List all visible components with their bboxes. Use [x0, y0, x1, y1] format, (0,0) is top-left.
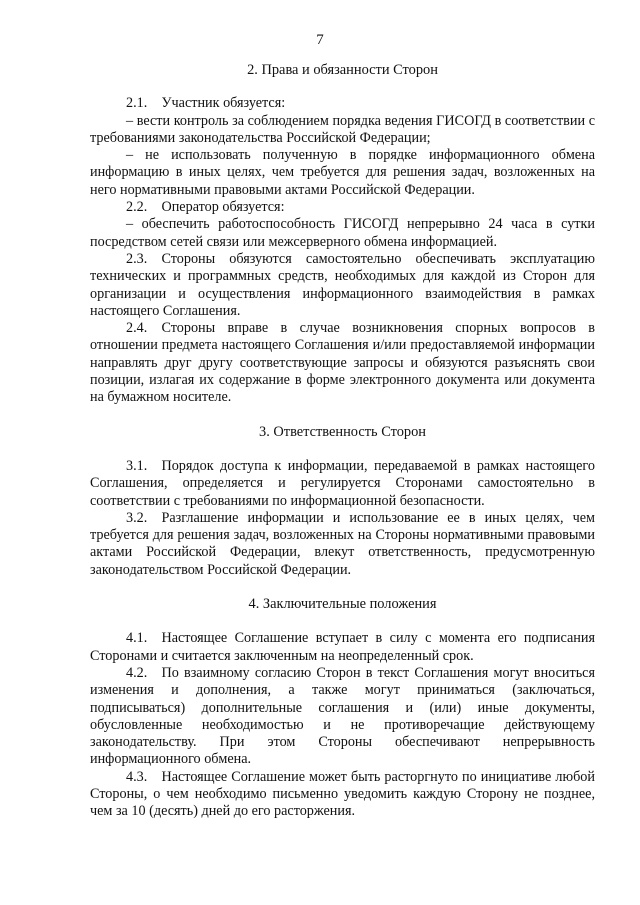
- clause-2-1-item-2: – не использовать полученную в порядке информационного обмена информацию в иных целях, чем требуется для решения задач, возложенных на него нормативными правовыми актами Российской Федерации.: [90, 147, 595, 198]
- section-title-responsibility: 3. Ответственность Сторон: [259, 423, 426, 440]
- clause-4-3: 4.3. Настоящее Соглашение может быть расторгнуто по инициативе любой Стороны, о чем необходимо письменно уведомить каждую Сторону не позднее, чем за 10 (десять) дней до его расторжения.: [90, 768, 595, 820]
- clause-3-1: 3.1. Порядок доступа к информации, передаваемой в рамках настоящего Соглашения, определяется и регулируется Сторонами самостоятельно в соответствии с требованиями по информационной безопасности.: [90, 457, 595, 509]
- section-title-final-provisions: 4. Заключительные положения: [248, 596, 437, 613]
- document-body: [90, 62, 595, 821]
- clause-4-1: 4.1. Настоящее Соглашение вступает в силу с момента его подписания Сторонами и считается заключенным на неопределенный срок.: [90, 630, 595, 664]
- clause-2-4: 2.4. Стороны вправе в случае возникновения спорных вопросов в отношении предмета настоящего Соглашения и/или предоставляемой информации направлять друг другу соответствующие запросы и обязуются разъяснять свои позиции, излагая их содержание в форме электронного документа или документа на бумажном носителе.: [90, 320, 595, 406]
- clause-2-2-item-1: – обеспечить работоспособность ГИСОГД непрерывно 24 часа в сутки посредством сетей связи или межсерверного обмена информацией.: [90, 216, 595, 250]
- clause-2-1: 2.1. Участник обязуется:: [126, 95, 286, 112]
- clause-4-2: 4.2. По взаимному согласию Сторон в текст Соглашения могут вноситься изменения и дополнения, а также могут приниматься (заключаться, подписываться) дополнительные соглашения и (или) иные документы, обусловленные необходимостью и не противоречащие действующему законодательству. При этом Стороны обеспечивают непрерывность информационного обмена.: [90, 664, 595, 768]
- clause-2-3: 2.3. Стороны обязуются самостоятельно обеспечивать эксплуатацию технических и программных средств, необходимых для каждой из Сторон для организации и осуществления информационного взаимодействия в рамках настоящего Соглашения.: [90, 250, 595, 319]
- clause-2-1-item-1: – вести контроль за соблюдением порядка ведения ГИСОГД в соответствии с требованиями законодательства Российской Федерации;: [90, 112, 595, 146]
- clause-3-2: 3.2. Разглашение информации и использование ее в иных целях, чем требуется для решения задач, возложенных на Стороны нормативными правовыми актами Российской Федерации, влекут ответственность, предусмотренную законодательством Российской Федерации.: [90, 509, 595, 578]
- section-title-rights-obligations: 2. Права и обязанности Сторон: [247, 62, 438, 78]
- clause-2-2: 2.2. Оператор обязуется:: [126, 199, 285, 216]
- page-number: 7: [316, 32, 324, 48]
